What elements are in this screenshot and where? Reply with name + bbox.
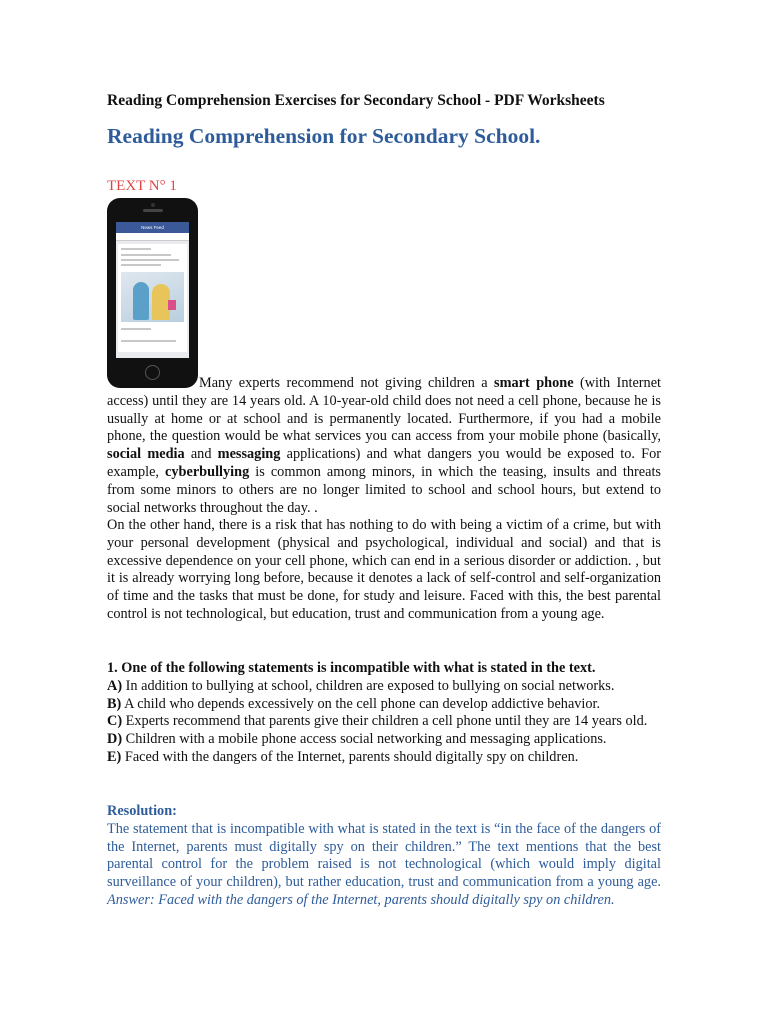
option-e	[107, 749, 667, 767]
post-author-line	[121, 248, 151, 250]
passage-paragraph-2: On the other hand, there is a risk that has nothing to do with being a victim of a crime, but with your personal development (physical and psychological, individual and social) and that is excessive dependence on your cell phone, which can end in a serious disorder or addiction. , but it is already worrying long before, because it denotes a lack of self-control and self-organization of time and the tasks that must be done, for study and leisure. Faced with this, the best parental control is not technological, but education, trust and communication from a young age.	[107, 517, 661, 622]
post-text-line	[121, 254, 171, 256]
smartphone-image	[107, 198, 198, 388]
keyword-messaging: messaging	[217, 446, 281, 463]
question-block	[107, 660, 667, 767]
option-text: In addition to bullying at school, children are exposed to bullying on social networks.	[122, 677, 615, 694]
option-d	[107, 731, 667, 749]
resolution-text: The statement that is incompatible with what is stated in the text is “in the face of the dangers of the Internet, parents must digitally spy on their children.” The text mentions that the best parental control for the problem raised is not technological (which would imply digital surveillance of your children), but rather education, trust and communication from a young age.	[107, 820, 661, 891]
keyword-smart-phone: smart phone	[494, 375, 574, 391]
person-figure	[133, 282, 149, 320]
passage-text: (with Internet access) until they are 14 years old. A 10-year-old child does not need a cell phone, because he is usually at home or at school and is permanently located. Furthermore, if you had a mobile phone, the question would be what services you can access from your mobile phone (basically,	[107, 375, 662, 445]
option-letter: C)	[107, 713, 123, 730]
keyword-social-media: social media	[107, 446, 185, 463]
passage-paragraph-1	[107, 375, 661, 517]
phone-screen	[116, 222, 189, 358]
newsfeed-tabs	[116, 233, 189, 241]
passage-text: is common among minors, in which the teasing, insults and threats from some minors to others are no longer limited to school and school hours, but extend to social networks throughout the day. .	[107, 463, 661, 516]
resolution-block	[107, 803, 661, 910]
option-text: A child who depends excessively on the cell phone can develop addictive behavior.	[121, 695, 601, 712]
option-letter: B)	[107, 695, 122, 712]
option-b	[107, 696, 667, 714]
post-text-line	[121, 259, 179, 261]
passage-text: Many experts recommend not giving children a	[199, 375, 495, 391]
phone-camera	[151, 203, 155, 207]
question-text: 1. One of the following statements is incompatible with what is stated in the text.	[107, 660, 596, 676]
newsfeed-post	[118, 244, 187, 352]
page-heading: Reading Comprehension for Secondary School.	[107, 124, 541, 148]
option-text: Experts recommend that parents give their children a cell phone until they are 14 years old.	[122, 713, 648, 730]
text-number-label: TEXT N° 1	[107, 178, 177, 194]
phone-speaker	[143, 209, 163, 212]
post-text-line	[121, 264, 161, 266]
option-letter: E)	[107, 748, 122, 765]
option-a	[107, 678, 667, 696]
option-text: Children with a mobile phone access social networking and messaging applications.	[122, 731, 607, 748]
document-title: Reading Comprehension Exercises for Secondary School - PDF Worksheets	[107, 92, 605, 109]
post-photo	[121, 272, 184, 322]
option-letter: D)	[107, 731, 123, 748]
option-letter: A)	[107, 677, 123, 694]
passage-text: and	[184, 446, 218, 463]
shopping-bag-icon	[168, 300, 176, 310]
resolution-answer: Answer: Faced with the dangers of the Internet, parents should digitally spy on children.	[107, 891, 615, 908]
option-c	[107, 713, 667, 731]
newsfeed-bar: News Feed	[116, 222, 189, 233]
resolution-body	[107, 821, 661, 910]
post-footer-line	[121, 340, 176, 342]
option-text: Faced with the dangers of the Internet, parents should digitally spy on children.	[121, 748, 579, 765]
resolution-heading: Resolution:	[107, 803, 177, 819]
keyword-cyberbullying: cyberbullying	[165, 463, 250, 480]
post-caption-line	[121, 328, 151, 330]
passage-text: applications) and what dangers you would be exposed to. For example,	[107, 446, 661, 480]
